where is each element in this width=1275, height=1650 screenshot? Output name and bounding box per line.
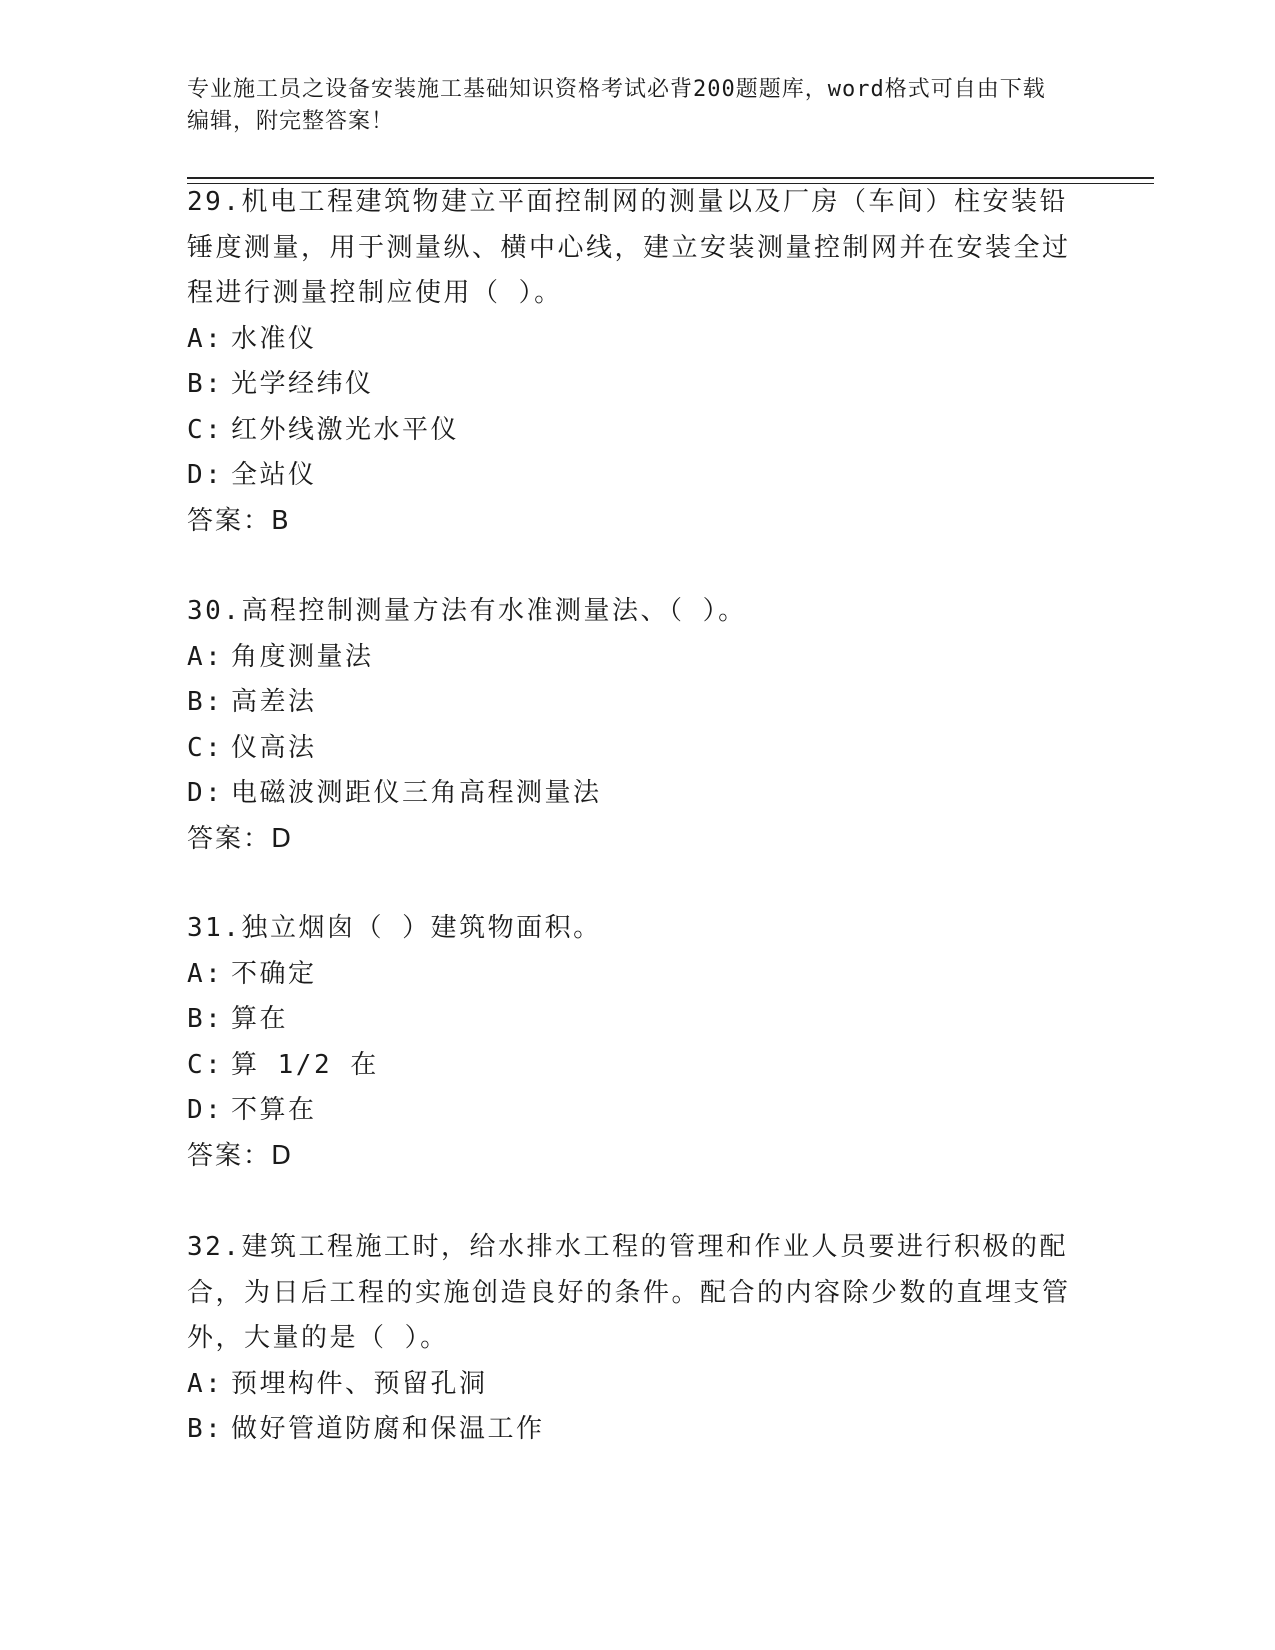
option-text: 做好管道防腐和保温工作	[231, 1414, 545, 1444]
option-a	[187, 317, 1087, 363]
option-letter: B:	[187, 687, 224, 717]
option-text: 光学经纬仪	[231, 369, 374, 399]
question-stem: 31.独立烟囱（ ）建筑物面积。	[187, 913, 602, 943]
option-letter: B:	[187, 369, 224, 399]
option-text: 不确定	[231, 958, 317, 989]
option-letter: C:	[187, 732, 224, 763]
question-32	[187, 1225, 1087, 1453]
question-stem: 30.高程控制测量方法有水准测量法、（ ）。	[187, 596, 747, 626]
option-text: 水准仪	[231, 323, 317, 354]
option-text: 算 1/2 在	[231, 1049, 379, 1080]
question-30	[187, 589, 1087, 862]
option-c	[187, 408, 1087, 454]
option-d	[187, 453, 1087, 499]
option-letter: A:	[187, 641, 224, 672]
option-letter: B:	[187, 1414, 224, 1444]
option-text: 电磁波测距仪三角高程测量法	[231, 778, 602, 808]
answer-line: 答案：D	[187, 823, 294, 854]
option-c	[187, 1043, 1087, 1089]
option-text: 仪高法	[231, 732, 317, 763]
option-text: 不算在	[231, 1095, 317, 1125]
option-letter: D:	[187, 460, 224, 490]
option-text: 红外线激光水平仪	[231, 414, 460, 445]
option-text: 高差法	[231, 687, 317, 717]
question-stem: 29.机电工程建筑物建立平面控制网的测量以及厂房（车间）柱安装铅锤度测量，用于测量纵、横中心线，建立安装测量控制网并在安装全过程进行测量控制应使用（ ）。	[187, 187, 1071, 308]
option-letter: B:	[187, 1004, 224, 1034]
option-letter: C:	[187, 414, 224, 445]
option-letter: A:	[187, 958, 224, 989]
option-b	[187, 680, 1087, 726]
option-letter: D:	[187, 778, 224, 808]
option-letter: C:	[187, 1049, 224, 1080]
option-text: 预埋构件、预留孔洞	[231, 1368, 488, 1399]
option-letter: A:	[187, 323, 224, 354]
option-b	[187, 1407, 1087, 1453]
document-header-title: 专业施工员之设备安装施工基础知识资格考试必背200题题库，word格式可自由下载编辑，附完整答案！	[187, 77, 1046, 134]
answer-line: 答案：D	[187, 1140, 294, 1171]
option-a	[187, 635, 1087, 681]
option-d	[187, 1088, 1087, 1134]
option-d	[187, 771, 1087, 817]
question-29	[187, 180, 1087, 544]
question-31	[187, 906, 1087, 1179]
option-b	[187, 997, 1087, 1043]
option-b	[187, 362, 1087, 408]
option-letter: D:	[187, 1095, 224, 1125]
option-text: 全站仪	[231, 460, 317, 490]
option-text: 角度测量法	[231, 641, 374, 672]
question-stem: 32.建筑工程施工时，给水排水工程的管理和作业人员要进行积极的配合，为日后工程的实施创造良好的条件。配合的内容除少数的直埋支管外，大量的是（ ）。	[187, 1232, 1071, 1353]
answer-line: 答案：B	[187, 505, 291, 536]
option-a	[187, 1362, 1087, 1408]
header-divider-thick	[187, 177, 1154, 179]
option-a	[187, 952, 1087, 998]
option-text: 算在	[231, 1004, 289, 1034]
option-letter: A:	[187, 1368, 224, 1399]
option-c	[187, 726, 1087, 772]
